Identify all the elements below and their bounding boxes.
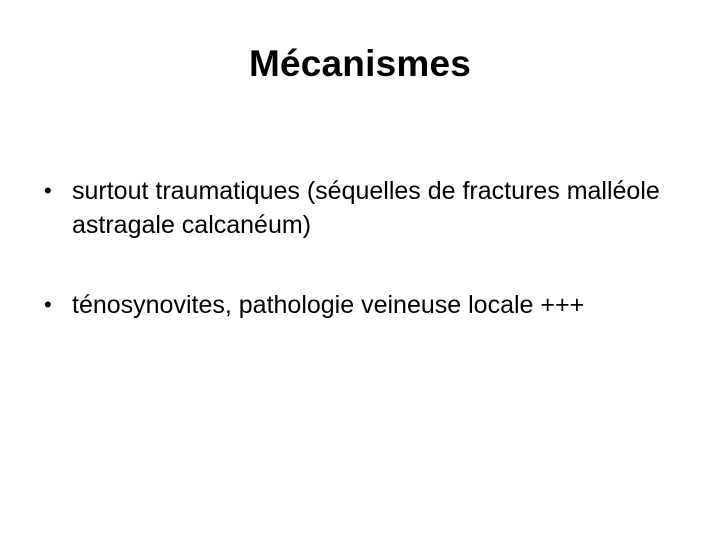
bullet-icon: • (44, 292, 52, 317)
bullet-item (44, 174, 684, 242)
bullet-item (44, 288, 684, 322)
bullet-text: ténosynovites, pathologie veineuse locale +++ (72, 291, 585, 319)
slide-title: Mécanismes (248, 43, 472, 84)
bullet-icon: • (44, 178, 52, 203)
bullet-text: surtout traumatiques (séquelles de fractures malléole astragale calcanéum) (72, 177, 660, 239)
bullet-list (44, 174, 684, 368)
